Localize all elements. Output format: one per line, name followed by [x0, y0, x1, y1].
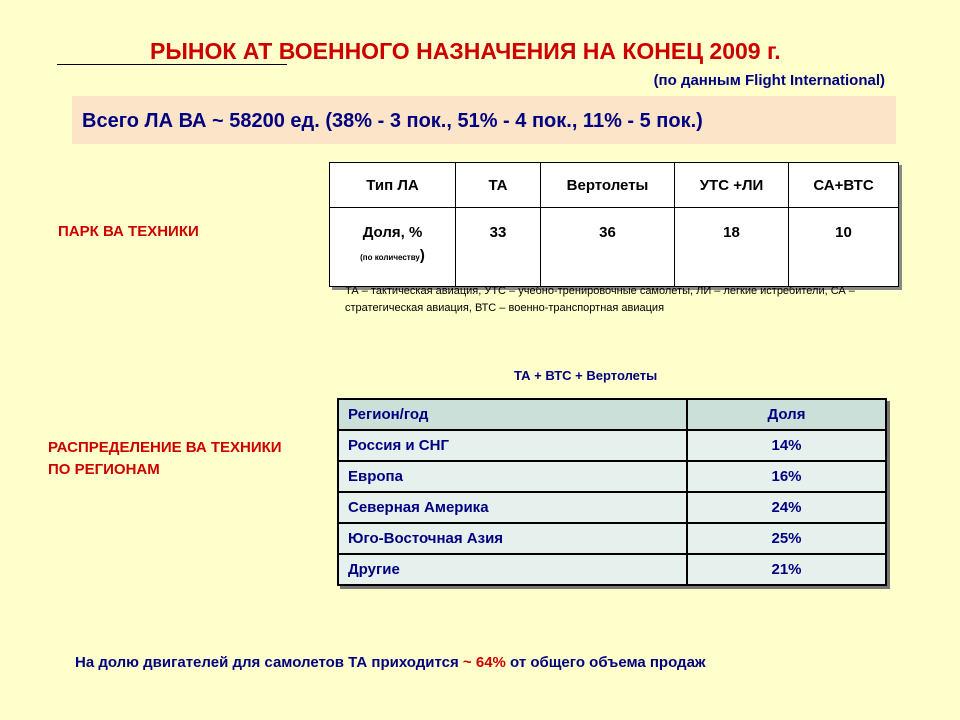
region-name: Юго-Восточная Азия: [338, 523, 687, 554]
page-subtitle: (по данным Flight International): [653, 72, 885, 89]
share-col-header: Доля: [687, 399, 886, 430]
fleet-col-header: Вертолеты: [541, 163, 675, 208]
fleet-section-label: ПАРК ВА ТЕХНИКИ: [58, 223, 199, 240]
fleet-col-header: СА+ВТС: [789, 163, 899, 208]
footer-text-after: от общего объема продаж: [505, 654, 706, 671]
fleet-value: 36: [541, 208, 675, 287]
footer-highlight: ~ 64%: [462, 654, 506, 671]
region-name: Другие: [338, 554, 687, 585]
fleet-value: 33: [456, 208, 541, 287]
fleet-col-header: ТА: [456, 163, 541, 208]
fleet-share-cell: [330, 208, 456, 287]
fleet-share-note: (по количеству): [360, 247, 425, 264]
region-col-header: Регион/год: [338, 399, 687, 430]
region-share: 16%: [687, 461, 886, 492]
region-table: [337, 398, 887, 586]
region-section-label: РАСПРЕДЕЛЕНИЕ ВА ТЕХНИКИ ПО РЕГИОНАМ: [48, 439, 282, 478]
fleet-row-header: Тип ЛА: [330, 163, 456, 208]
fleet-value-row: [330, 208, 899, 287]
region-name: Северная Америка: [338, 492, 687, 523]
fleet-value: 10: [789, 208, 899, 287]
footer-text-before: На долю двигателей для самолетов ТА приходится: [75, 654, 463, 671]
fleet-value: 18: [675, 208, 789, 287]
region-name: Европа: [338, 461, 687, 492]
abbreviation-legend: ТА – тактическая авиация, УТС – учебно-тренировочные самолеты, ЛИ – легкие истребители, СА – стратегическая авиация, ВТС – военно-транспортная авиация: [345, 285, 855, 314]
region-share: 21%: [687, 554, 886, 585]
table-row: [338, 430, 886, 461]
fleet-table: [329, 162, 899, 287]
table-row: [338, 523, 886, 554]
region-header-row: [338, 399, 886, 430]
fleet-col-header: УТС +ЛИ: [675, 163, 789, 208]
page-title: РЫНОК АТ ВОЕННОГО НАЗНАЧЕНИЯ НА КОНЕЦ 2009 г.: [150, 38, 781, 64]
footer-note: [75, 654, 706, 671]
region-table-caption: ТА + ВТС + Вертолеты: [514, 368, 658, 383]
region-share: 24%: [687, 492, 886, 523]
region-share: 25%: [687, 523, 886, 554]
fleet-share-label: Доля, %: [362, 224, 423, 241]
table-row: [338, 554, 886, 585]
table-row: [338, 461, 886, 492]
table-row: [338, 492, 886, 523]
region-share: 14%: [687, 430, 886, 461]
region-name: Россия и СНГ: [338, 430, 687, 461]
summary-text: Всего ЛА ВА ~ 58200 ед. (38% - 3 пок., 51% - 4 пок., 11% - 5 пок.): [82, 110, 703, 132]
fleet-header-row: [330, 163, 899, 208]
